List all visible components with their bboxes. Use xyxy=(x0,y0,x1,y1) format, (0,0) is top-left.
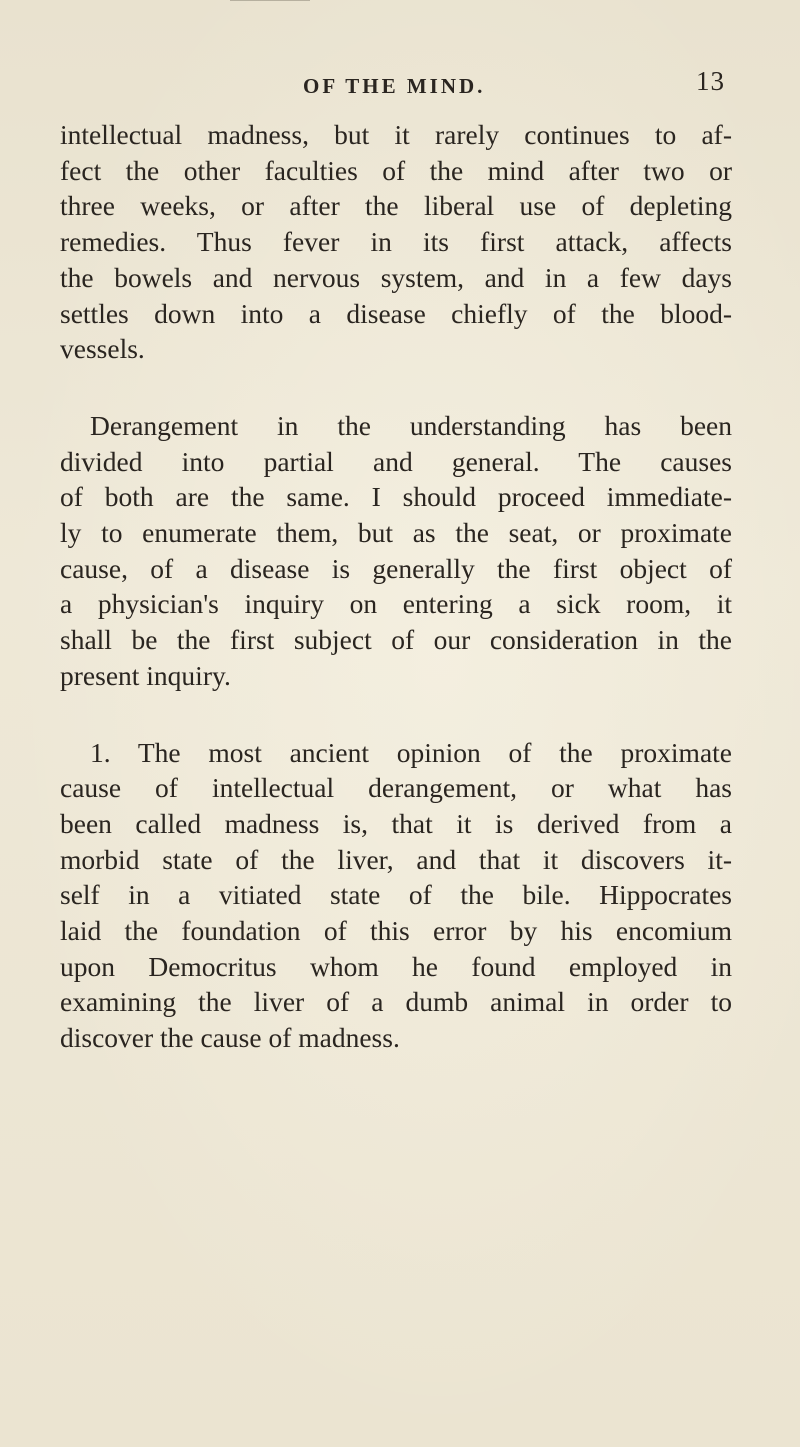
text-line: cause, of a disease is generally the first object of xyxy=(60,552,732,584)
text-line: intellectual madness, but it rarely continues to af- xyxy=(60,119,732,150)
text-line: morbid state of the liver, and that it discovers it- xyxy=(60,843,732,875)
text-line: the bowels and nervous system, and in a few days xyxy=(60,261,732,293)
body-text xyxy=(60,117,732,1056)
text-line: Derangement in the understanding has been xyxy=(90,409,732,441)
text-line: vessels. xyxy=(60,333,145,365)
text-line: present inquiry. xyxy=(60,659,231,691)
top-rule xyxy=(230,0,310,1)
text-line: examining the liver of a dumb animal in order to xyxy=(60,986,732,1018)
text-line: ly to enumerate them, but as the seat, or proximate xyxy=(60,517,732,549)
running-head: OF THE MIND. xyxy=(303,74,486,98)
text-line: a physician's inquiry on entering a sick room, it xyxy=(60,588,732,620)
text-line: self in a vitiated state of the bile. Hippocrates xyxy=(60,879,732,911)
text-line: discover the cause of madness. xyxy=(60,1022,400,1054)
text-line: remedies. Thus fever in its first attack, affects xyxy=(60,226,732,258)
paragraph-2 xyxy=(60,408,732,694)
text-line: cause of intellectual derangement, or what has xyxy=(60,772,732,804)
text-line: settles down into a disease chiefly of the blood- xyxy=(60,297,732,329)
text-line: shall be the first subject of our consideration in the xyxy=(60,624,732,656)
text-line: laid the foundation of this error by his encomium xyxy=(60,915,732,947)
text-line: upon Democritus whom he found employed in xyxy=(60,950,732,982)
text-line: of both are the same. I should proceed immediate- xyxy=(60,481,732,513)
text-line: fect the other faculties of the mind after two or xyxy=(60,154,732,186)
paragraph-1 xyxy=(60,117,732,367)
text-line: three weeks, or after the liberal use of depleting xyxy=(60,190,732,222)
text-line: divided into partial and general. The causes xyxy=(60,445,732,477)
text-line: been called madness is, that it is derived from a xyxy=(60,807,732,839)
page-number: 13 xyxy=(696,66,725,96)
paragraph-3 xyxy=(60,735,732,1056)
text-line: 1. The most ancient opinion of the proximate xyxy=(90,736,732,768)
